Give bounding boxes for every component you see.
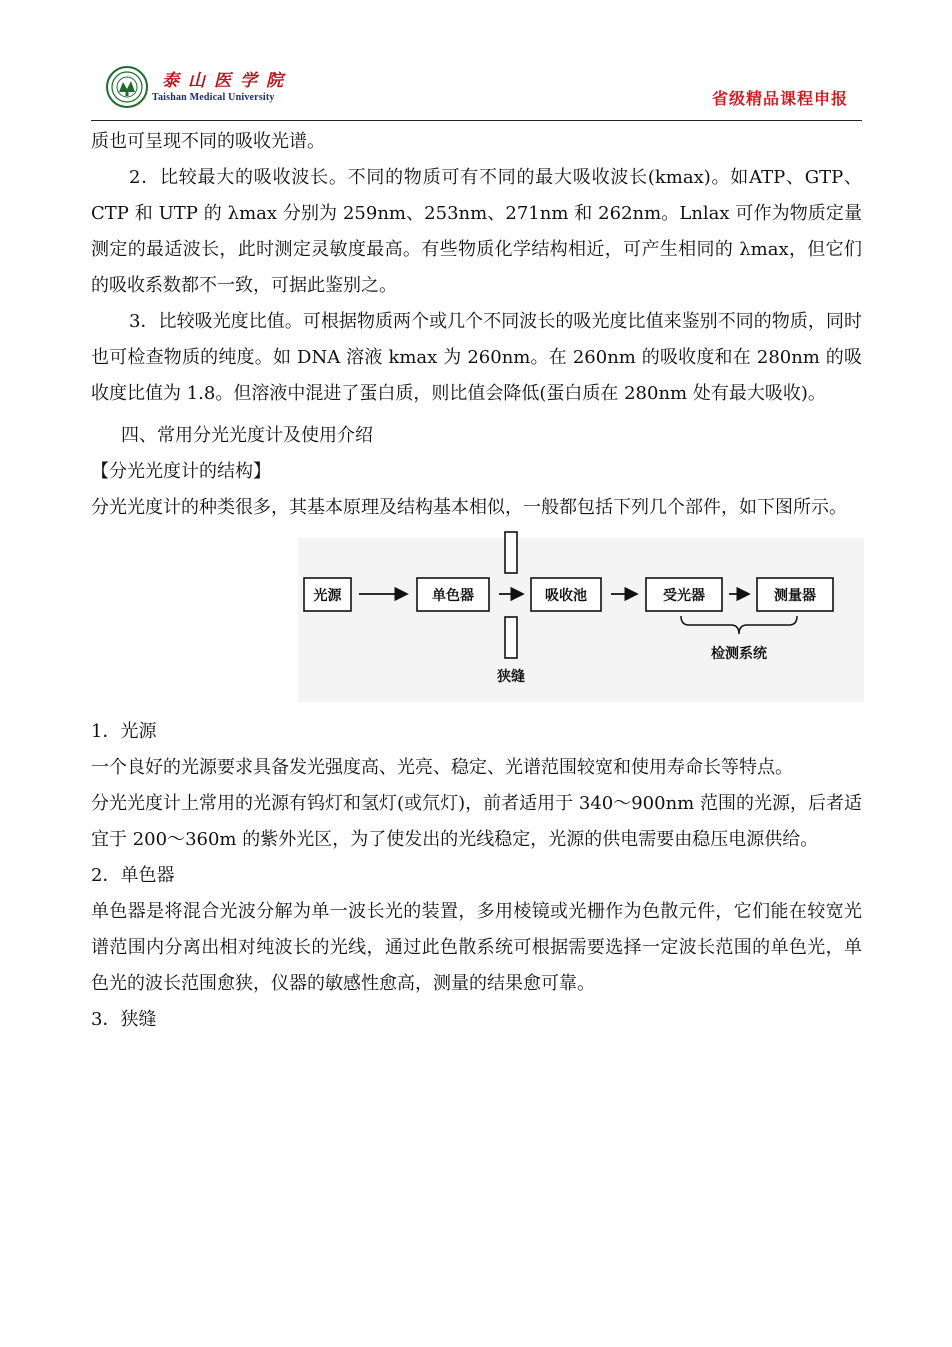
section-title: 3．狭缝: [91, 1009, 157, 1030]
paragraph: 2．比较最大的吸收波长。不同的物质可有不同的最大吸收波长(kmax)。如ATP、GTP、CTP 和 UTP 的 λmax 分别为 259nm、253nm、271nm 和 262nm。Lnlax 可作为物质定量测定的最适波长，此时测定灵敏度最高。有些物质化学结构相近，可产生相同的 λmax，但它们的吸收系数都不一致，可据此鉴别之。: [91, 167, 862, 296]
section-heading: 四、常用分光光度计及使用介绍: [121, 425, 373, 446]
diagram-label-light-source: 光源: [313, 588, 342, 604]
diagram-slit-upper: [505, 532, 517, 573]
section-title: 1．光源: [91, 721, 157, 742]
page-body: [91, 124, 862, 1038]
logo-chinese-name: 泰山医学院: [162, 71, 292, 91]
diagram-label-slit: 狭缝: [497, 669, 525, 685]
diagram-brace: [681, 616, 797, 634]
diagram-label-meter: 测量器: [774, 588, 816, 604]
logo-english-name: Taishan Medical University: [152, 92, 275, 103]
diagram-label-detector: 受光器: [663, 588, 705, 604]
diagram-figure: [91, 530, 862, 710]
diagram-label-cuvette: 吸收池: [545, 588, 587, 604]
header-divider: [91, 120, 862, 121]
page-header: [0, 0, 952, 122]
paragraph: 3．比较吸光度比值。可根据物质两个或几个不同波长的吸光度比值来鉴别不同的物质，同时也可检查物质的纯度。如 DNA 溶液 kmax 为 260nm。在 260nm 的吸收度和在 280nm 的吸收度比值为 1.8。但溶液中混进了蛋白质，则比值会降低(蛋白质在 280nm 处有最大吸收)。: [91, 311, 862, 404]
diagram-label-detection-system: 检测系统: [711, 646, 767, 662]
paragraph: 分光光度计的种类很多，其基本原理及结构基本相似，一般都包括下列几个部件，如下图所示。: [91, 497, 847, 518]
diagram-slit-lower: [505, 617, 517, 658]
paragraph: 质也可呈现不同的吸收光谱。: [91, 131, 325, 152]
diagram-label-monochromator: 单色器: [432, 588, 474, 604]
subsection-heading: 【分光光度计的结构】: [91, 461, 271, 482]
paragraph: 单色器是将混合光波分解为单一波长光的装置，多用棱镜或光栅作为色散元件，它们能在较宽光谱范围内分离出相对纯波长的光线，通过此色散系统可根据需要选择一定波长范围的单色光，单色光的波长范围愈狭，仪器的敏感性愈高，测量的结果愈可靠。: [91, 901, 862, 994]
section-title: 2．单色器: [91, 865, 175, 886]
header-title: 省级精品课程申报: [711, 89, 848, 108]
paragraph: 分光光度计上常用的光源有钨灯和氢灯(或氘灯)，前者适用于 340～900nm 范围的光源，后者适宜于 200～360m 的紫外光区，为了使发出的光线稳定，光源的供电需要由稳压电源供给。: [91, 793, 862, 850]
university-seal-logo: [106, 66, 148, 108]
paragraph: 一个良好的光源要求具备发光强度高、光亮、稳定、光谱范围较宽和使用寿命长等特点。: [91, 757, 793, 778]
spectrophotometer-diagram: [91, 530, 862, 710]
